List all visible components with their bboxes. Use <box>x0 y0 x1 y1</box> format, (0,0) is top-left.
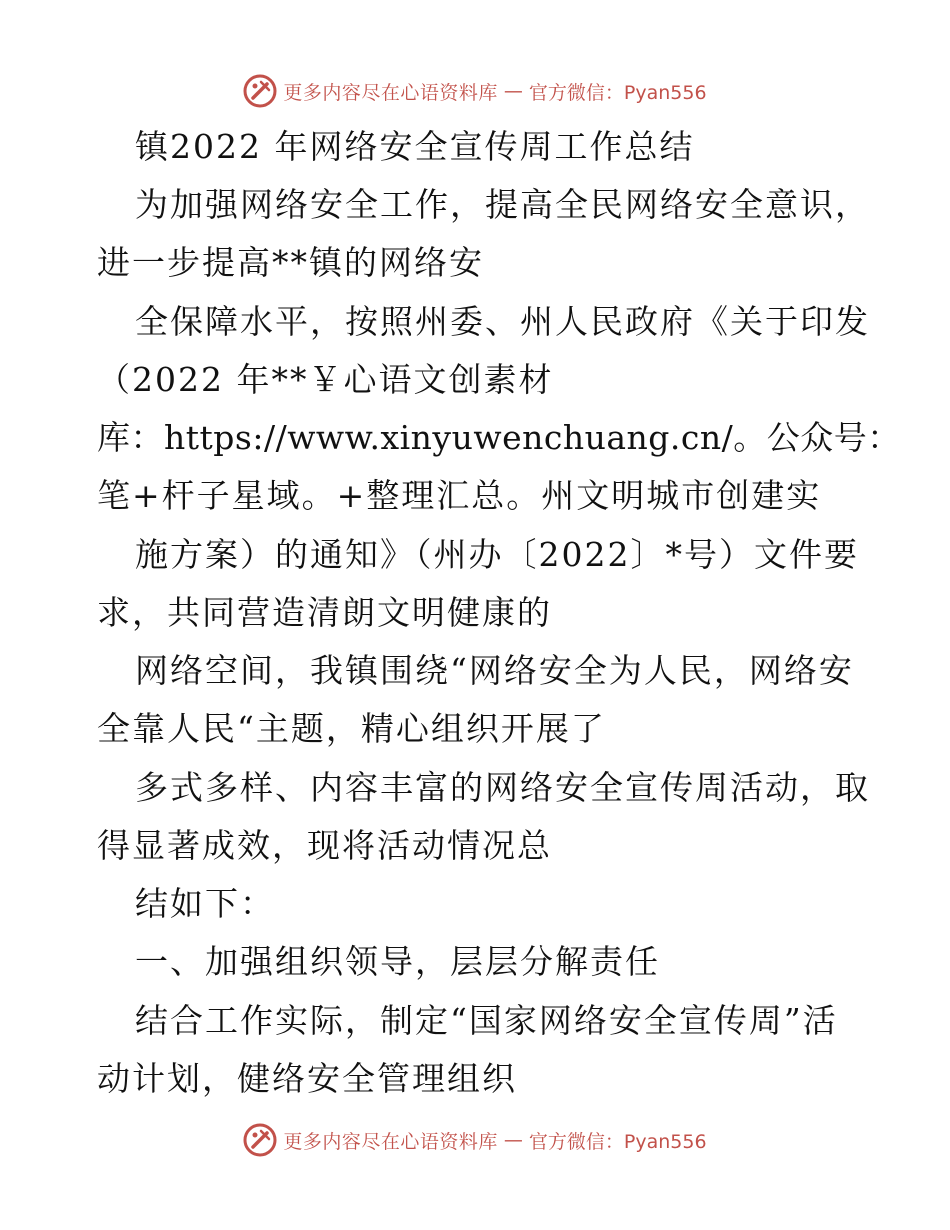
banner-separator: — <box>503 1129 523 1151</box>
banner-wechat: 官方微信：Pyan556 <box>528 81 707 104</box>
doc-line: 笔+杆子星域。+整理汇总。州文明城市创建实 <box>97 476 822 515</box>
doc-line: 网络空间，我镇围绕“网络安全为人民，网络安 <box>135 651 854 690</box>
doc-line: 全靠人民“主题，精心组织开展了 <box>97 709 606 748</box>
doc-line: 结合工作实际，制定“国家网络安全宣传周”活 <box>135 1001 838 1040</box>
doc-line: （2022 年**￥心语文创素材 <box>97 360 554 399</box>
doc-line: 进一步提高**镇的网络安 <box>97 243 484 282</box>
banner-separator: — <box>503 80 523 102</box>
section-heading: 一、加强组织领导，层层分解责任 <box>135 942 660 981</box>
doc-line: 为加强网络安全工作，提高全民网络安全意识， <box>135 185 870 224</box>
logo-icon <box>243 1123 277 1157</box>
doc-line: 结如下： <box>135 884 275 923</box>
doc-line: 得显著成效，现将活动情况总 <box>97 826 552 865</box>
footer-banner <box>0 1120 950 1160</box>
doc-line: 全保障水平，按照州委、州人民政府《关于印发 <box>135 302 870 341</box>
doc-title: 镇2022 年网络安全宣传周工作总结 <box>135 127 695 166</box>
banner-wechat: 官方微信：Pyan556 <box>528 1130 707 1153</box>
doc-line: 多式多样、内容丰富的网络安全宣传周活动，取 <box>135 768 870 807</box>
banner-text: 更多内容尽在心语资料库 <box>283 1130 498 1153</box>
banner-text: 更多内容尽在心语资料库 <box>283 81 498 104</box>
logo-icon <box>243 74 277 108</box>
doc-line: 动计划，健络安全管理组织 <box>97 1059 517 1098</box>
doc-line: 库：https://www.xinyuwenchuang.cn/。公众号： <box>97 418 901 457</box>
doc-line: 施方案）的通知》（州办〔2022〕*号）文件要 <box>135 535 859 574</box>
header-banner <box>0 71 950 111</box>
doc-line: 求，共同营造清朗文明健康的 <box>97 593 552 632</box>
